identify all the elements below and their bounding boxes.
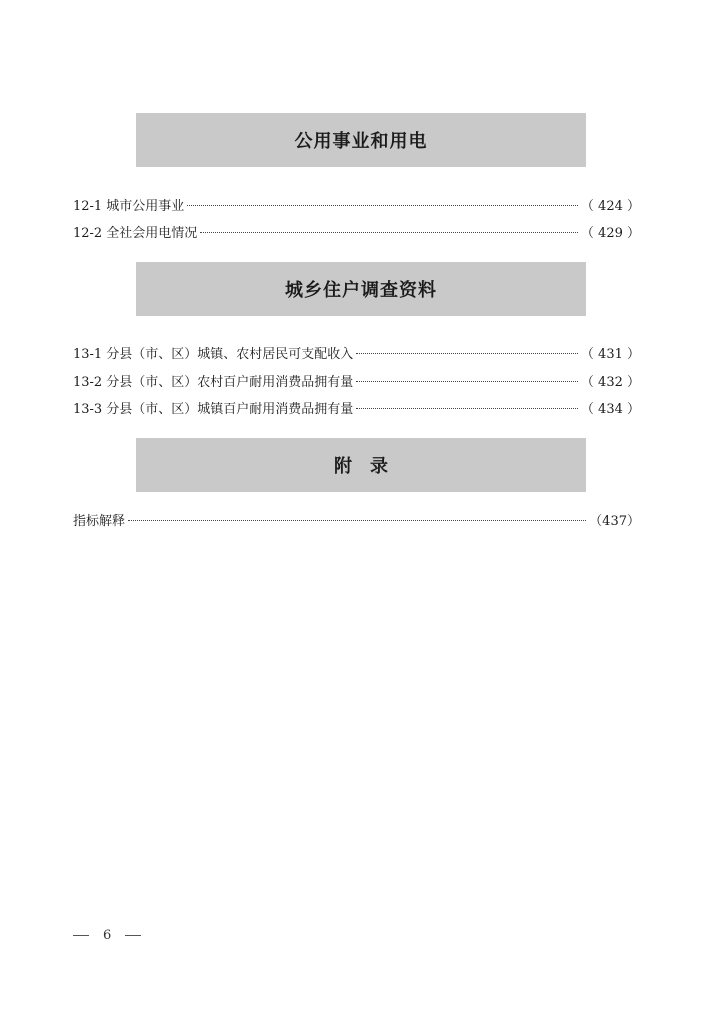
dot-leader <box>200 232 578 233</box>
entry-title: 分县（市、区）城镇百户耐用消费品拥有量 <box>106 402 354 417</box>
section-title: 附录 <box>334 456 406 477</box>
entry-number: 13-2 <box>73 375 103 390</box>
section-header-utilities <box>136 113 586 167</box>
entry-page: （ 431 ） <box>580 347 640 362</box>
entry-number: 12-2 <box>73 226 103 241</box>
toc-entry[interactable] <box>73 400 640 420</box>
entry-title: 分县（市、区）农村百户耐用消费品拥有量 <box>106 375 354 390</box>
section-title: 城乡住户调查资料 <box>285 280 437 301</box>
toc-entry[interactable] <box>73 512 640 532</box>
dot-leader <box>356 381 578 382</box>
entry-page: （ 429 ） <box>580 226 640 241</box>
entry-page: （ 432 ） <box>580 375 640 390</box>
entry-number: 12-1 <box>73 199 103 214</box>
entry-page: （ 434 ） <box>580 402 640 417</box>
page-footer <box>73 928 141 943</box>
entry-title: 分县（市、区）城镇、农村居民可支配收入 <box>106 347 354 362</box>
page-number: 6 <box>103 928 112 943</box>
dot-leader <box>356 408 578 409</box>
toc-entry[interactable] <box>73 373 640 393</box>
entry-title: 全社会用电情况 <box>106 226 198 241</box>
dot-leader <box>356 353 578 354</box>
dot-leader <box>187 205 578 206</box>
entry-title: 城市公用事业 <box>106 199 185 214</box>
toc-entry[interactable] <box>73 197 640 217</box>
section-header-appendix <box>136 438 586 492</box>
section-header-household-survey <box>136 262 586 316</box>
toc-entry[interactable] <box>73 345 640 365</box>
entry-number: 13-1 <box>73 347 103 362</box>
section-title: 公用事业和用电 <box>294 131 428 152</box>
entry-page: （437） <box>589 514 640 529</box>
entry-number: 13-3 <box>73 402 103 417</box>
footer-dash-right <box>125 935 141 936</box>
footer-dash-left <box>73 935 89 936</box>
dot-leader <box>128 520 586 521</box>
entry-page: （ 424 ） <box>580 199 640 214</box>
entry-title: 指标解释 <box>73 514 126 529</box>
toc-entry[interactable] <box>73 224 640 244</box>
